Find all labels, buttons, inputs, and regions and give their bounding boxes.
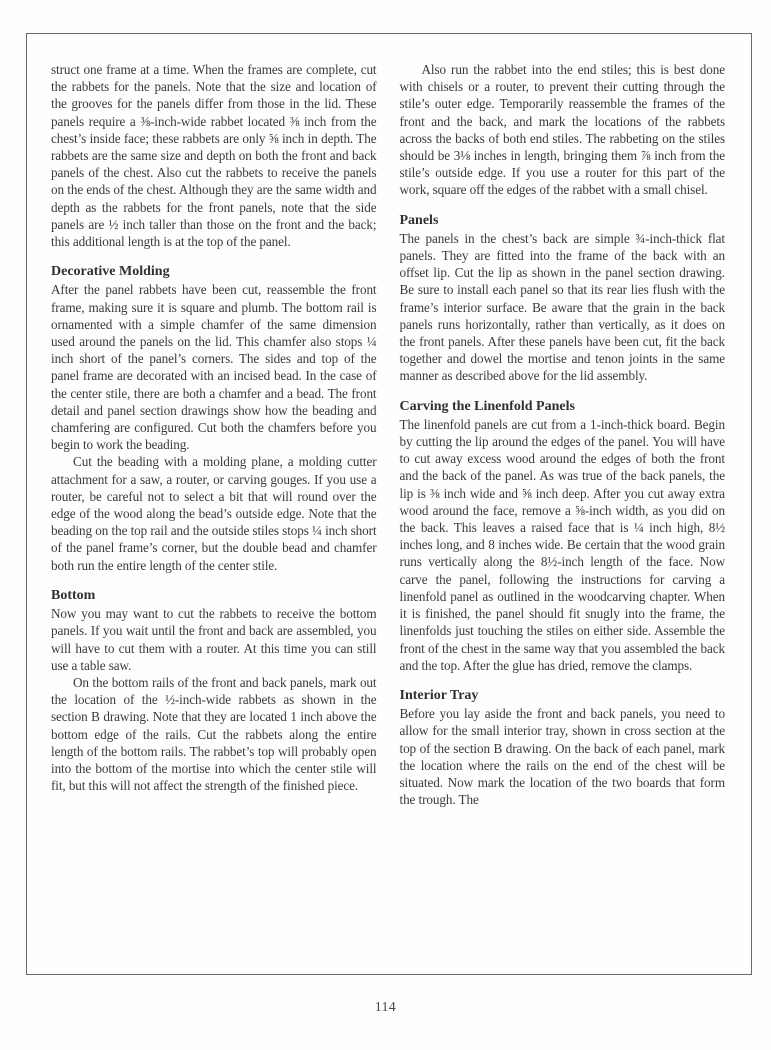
section-heading-decorative-molding: Decorative Molding [51, 264, 170, 280]
page-body [27, 34, 751, 808]
page-border-frame [26, 33, 752, 975]
paragraph-decorative-molding-2: Cut the beading with a molding plane, a molding cutter attachment for a saw, a router, or carving gouges. If you use a router, be careful not to select a bit that will round over the edge of the wood along the bead’s outside edge. Note that the beading on the top rail and the outside stiles stops ¼ inch short of the panel frame’s corner, but the double bead and chamfer both run the entire length of the center stile. [51, 454, 377, 573]
paragraph-carving-linenfold: The linenfold panels are cut from a 1-inch-thick board. Begin by cutting the lip around the edges of the panel. You will have to cut away excess wood around the edges of both the front and the back of the panel. As was true of the back panels, the lip is ⅜ inch wide and ⅝ inch deep. After you cut away extra wood around the face, remove a ⅝-inch width, as you did on the back. This leaves a raised face that is ¼ inch high, 8½ inches long, and 8 inches wide. Be certain that the wood grain runs vertically along the 8½-inch length of the face. Now carve the panel, following the instructions for carving a linenfold panel as outlined in the woodcarving chapter. When it is finished, the panel should fit snugly into the frame, the linenfolds just touching the stiles on either side. Assemble the front of the chest in the same way that you assembled the back and the top. After the glue has dried, remove the clamps. [399, 416, 725, 673]
paragraph-bottom-2: On the bottom rails of the front and back panels, mark out the location of the ½-inch-wide rabbets as shown in the section B drawing. Note that they are located 1 inch above the bottom edge of the rails. Cut the rabbets along the entire length of the bottom rails. The rabbet’s top will probably open into the bottom of the mortise into which the center stile will fit, but this will not affect the strength of the finished piece. [51, 674, 377, 794]
paragraph-end-stiles: Also run the rabbet into the end stiles; this is best done with chisels or a router, to prevent their cutting through the stile’s outer edge. Temporarily reassemble the frames of the front and the back, and mark the locations of the rabbets across the backs of both end stiles. The rabbeting on the stiles should be 3⅛ inches in length, bringing them ⅞ inch from the stile’s outside edge. If you use a router for this part of the work, square off the edges of the rabbet with a small chisel. [399, 62, 725, 198]
section-heading-carving-linenfold-panels: Carving the Linenfold Panels [399, 398, 575, 414]
section-heading-bottom: Bottom [51, 587, 96, 603]
paragraph-decorative-molding-1: After the panel rabbets have been cut, reassemble the front frame, making sure it is square and plumb. The bottom rail is ornamented with a simple chamfer of the same dimension used around the panels on the lid. This chamfer also stops ¼ inch short of the panel’s corners. The sides and top of the panel frame are decorated with an incised bead. In the case of the center stile, there are both a chamfer and a bead. The front detail and panel section drawings show how the beading and chamfering are configured. Cut both the chamfers before you begin to work the beading. [51, 282, 377, 453]
right-column [400, 61, 726, 808]
section-heading-panels: Panels [399, 212, 439, 228]
left-column [51, 61, 377, 808]
page-number: 114 [374, 999, 397, 1014]
section-heading-interior-tray: Interior Tray [399, 687, 479, 703]
paragraph-interior-tray: Before you lay aside the front and back panels, you need to allow for the small interior tray, shown in cross section at the top of the section B drawing. On the back of each panel, mark the location where the rails on the end of the chest will be situated. Now mark the location of the two boards that form the trough. The [399, 706, 725, 808]
paragraph-rabbets-continuation: struct one frame at a time. When the frames are complete, cut the rabbets for the panels. Note that the size and location of the grooves for the panels differ from those in the lid. These panels require a ⅜-inch-wide rabbet located ⅜ inch from the chest’s inside face; these rabbets are only ⅝ inch in depth. The rabbets are the same size and depth on both the front and back panels of the chest. Also cut the rabbets to receive the panels on the ends of the chest. Although they are the same width and depth as the rabbets for the front panels, note that the side panels are ½ inch taller than those on the front and the back; this additional length is at the top of the panel. [51, 62, 377, 250]
paragraph-panels: The panels in the chest’s back are simple ¾-inch-thick flat panels. They are fitted into the frame of the back with an offset lip. Cut the lip as shown in the panel section drawing. Be sure to install each panel so that its rear lies flush with the frame’s interior surface. Be aware that the grain in the back panels runs horizontally, rather than vertically, as it does on the front panels. After these panels have been cut, fit the back together and dowel the mortise and tenon joints in the same manner as described above for the lid assembly. [399, 230, 725, 384]
paragraph-bottom-1: Now you may want to cut the rabbets to receive the bottom panels. If you wait until the front and back are assembled, you will have to cut them with a router. At this time you can still use a table saw. [51, 606, 377, 673]
